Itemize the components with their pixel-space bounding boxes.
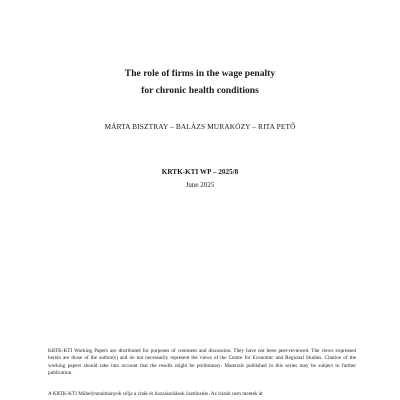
paper-title-line-1: The role of firms in the wage penalty bbox=[124, 68, 276, 79]
publication-date: June 2025 bbox=[185, 181, 215, 189]
disclaimer-english: KRTK-KTI Working Papers are distributed for purposes of comment and discussion. They have not been peer-reviewed. The views expressed herein are those of the author(s) and do not necessarily represent the views of the Centre for Economic and Regional Studies. Citation of the working papers should take into account that the results might be preliminary. Materials published in this series may be subject to further publication. bbox=[48, 348, 356, 376]
authors: MÁRTA BISZTRAY – BALÁZS MURAKÖZY – RITA PETŐ bbox=[104, 122, 296, 131]
series-number: KRTK-KTI WP – 2025/8 bbox=[161, 168, 239, 176]
disclaimer-hungarian: A KRTK-KTI Műhelytanulmányok célja a viták és hozzászólások ösztönzése. Az írások nem mentek át bbox=[48, 391, 263, 397]
paper-title-line-2: for chronic health conditions bbox=[141, 85, 259, 96]
